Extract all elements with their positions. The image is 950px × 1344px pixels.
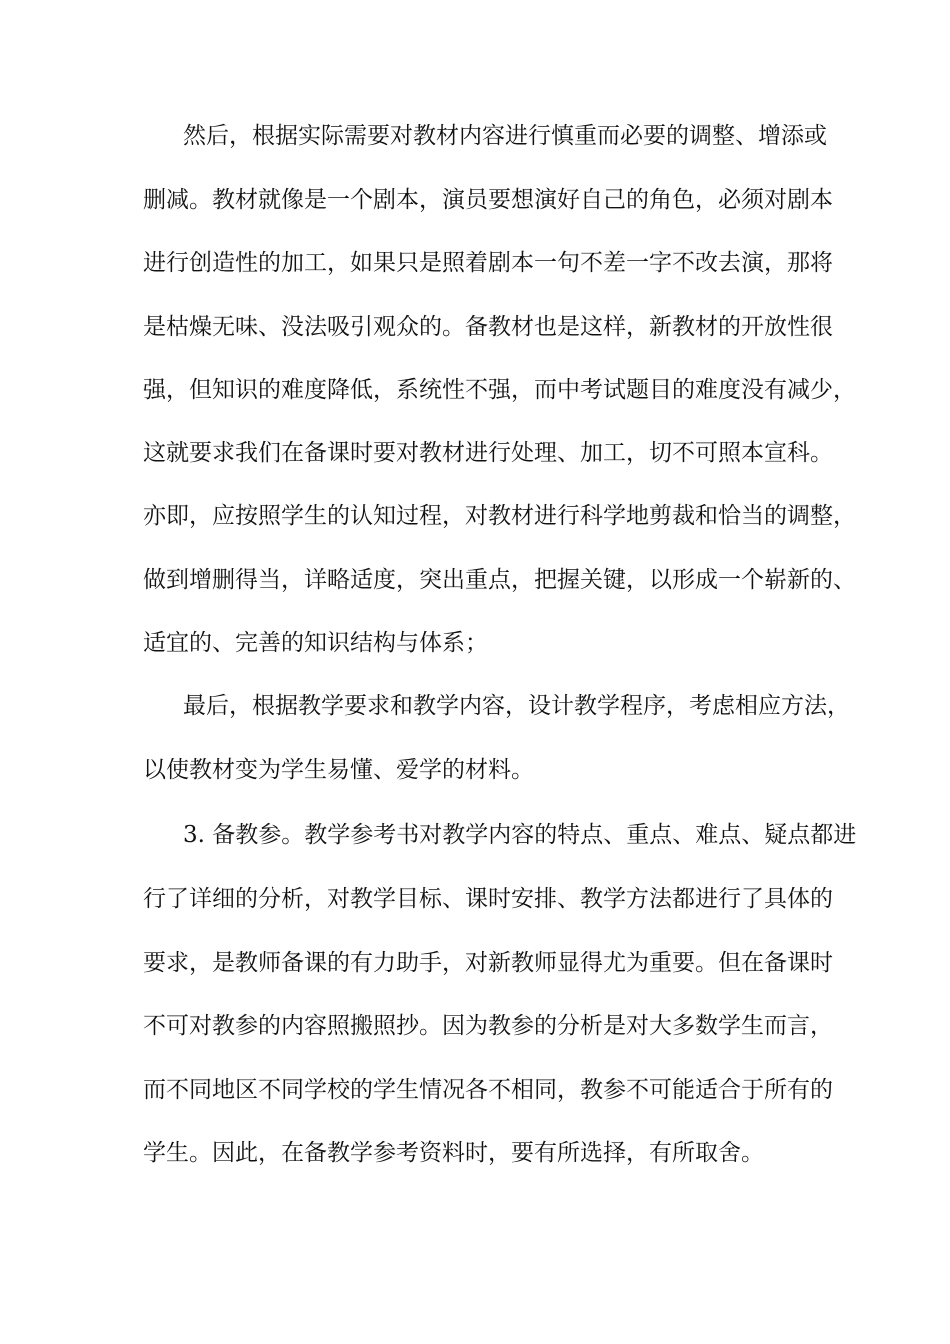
text-line: 以使教材变为学生易懂、爱学的材料。 [143, 757, 534, 783]
text-line: 做到增删得当，详略适度，突出重点，把握关键，以形成一个崭新的、 [143, 567, 856, 593]
text-line: 最后，根据教学要求和教学内容，设计教学程序，考虑相应方法， [183, 693, 850, 719]
text-line: 亦即，应按照学生的认知过程，对教材进行科学地剪裁和恰当的调整， [143, 503, 856, 529]
text-line: 这就要求我们在备课时要对教材进行处理、加工，切不可照本宣科。 [143, 440, 833, 466]
text-line: 学生。因此，在备教学参考资料时，要有所选择，有所取舍。 [143, 1140, 764, 1166]
text-line: 不可对教参的内容照搬照抄。因为教参的分析是对大多数学生而言， [143, 1013, 833, 1039]
text-line: 强，但知识的难度降低，系统性不强，而中考试题目的难度没有减少， [143, 377, 856, 403]
text-line: 进行创造性的加工，如果只是照着剧本一句不差一字不改去演，那将 [143, 250, 833, 276]
text-line: 是枯燥无味、没法吸引观众的。备教材也是这样，新教材的开放性很 [143, 314, 833, 340]
text-line: 要求，是教师备课的有力助手，对新教师显得尤为重要。但在备课时 [143, 950, 833, 976]
text-line: 删减。教材就像是一个剧本，演员要想演好自己的角色，必须对剧本 [143, 187, 833, 213]
text-line: 适宜的、完善的知识结构与体系； [143, 630, 488, 656]
text-line: 3. 备教参。教学参考书对教学内容的特点、重点、难点、疑点都进 [183, 822, 857, 848]
text-line: 行了详细的分析，对教学目标、课时安排、教学方法都进行了具体的 [143, 886, 833, 912]
text-line: 然后，根据实际需要对教材内容进行慎重而必要的调整、增添或 [183, 123, 827, 149]
text-line: 而不同地区不同学校的学生情况各不相同，教参不可能适合于所有的 [143, 1077, 833, 1103]
